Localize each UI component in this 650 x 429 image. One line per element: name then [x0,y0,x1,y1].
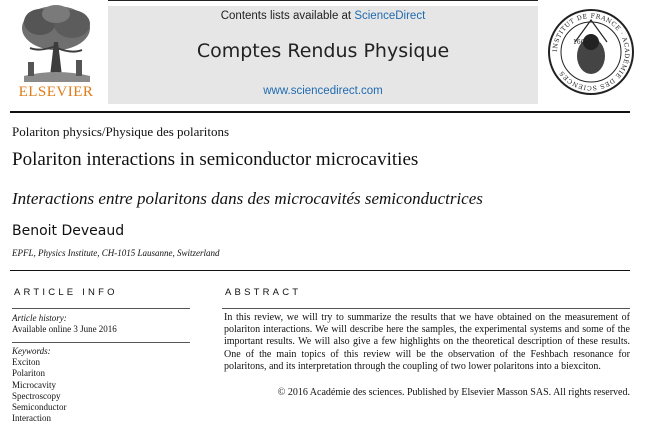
article-title-en: Polariton interactions in semiconductor microcavities [12,149,419,170]
article-title-fr: Interactions entre polaritons dans des microcavités semiconductrices [12,189,483,208]
sciencedirect-url-link[interactable]: www.sciencedirect.com [263,85,383,97]
keyword-item: Semiconductor [12,402,67,413]
keywords-label: Keywords: [12,346,51,356]
copyright-notice: © 2016 Académie des sciences. Published by Elsevier Masson SAS. All rights reserved. [277,387,630,398]
keyword-item: Interaction [12,413,51,424]
section-label: Polariton physics/Physique des polaritons [12,124,230,139]
author-name[interactable]: Benoit Deveaud [12,223,125,239]
keyword-item: Polariton [12,368,45,379]
contents-prefix: Contents lists available at [220,10,355,22]
header-rule [10,111,630,113]
abstract-rule [222,308,630,309]
academie-seal-icon [545,2,637,102]
article-info-rule [12,308,190,309]
contents-line [108,10,538,22]
keyword-item: Microcavity [12,379,56,390]
journal-header [0,0,650,112]
article-info-heading: ARTICLE INFO [14,287,118,298]
keywords-list [12,357,67,425]
journal-title: Comptes Rendus Physique [196,40,450,62]
history-rule [12,342,190,343]
abstract-heading: ABSTRACT [225,287,302,298]
sciencedirect-link[interactable]: ScienceDirect [354,10,426,22]
section-rule [10,270,630,271]
journal-banner [108,6,538,104]
author-affiliation: EPFL, Physics Institute, CH-1015 Lausanne, Switzerland [12,248,220,258]
keyword-item: Spectroscopy [12,390,61,401]
header-top-rule [108,0,538,1]
abstract-text: In this review, we will try to summarize the results that we have obtained on the measurement of polariton interactions. We will describe here the samples, the experimental systems and some of the important results. We will also give a few highlights on the theoretical description of these results. One of the main topics of this review will be the observation of the Feshbach resonance for polaritons, and its interpretation through the coupling of two lower polaritons into a biexciton. [224,312,630,372]
history-value: Available online 3 June 2016 [12,324,117,334]
seal-year: 1666 [573,39,589,46]
seal-text: INSTITUT DE FRANCE · ACADÉMIE DES SCIENCES [551,12,631,92]
keyword-item: Exciton [12,357,40,367]
publisher-name: ELSEVIER [18,84,94,100]
history-label: Article history: [12,313,67,323]
